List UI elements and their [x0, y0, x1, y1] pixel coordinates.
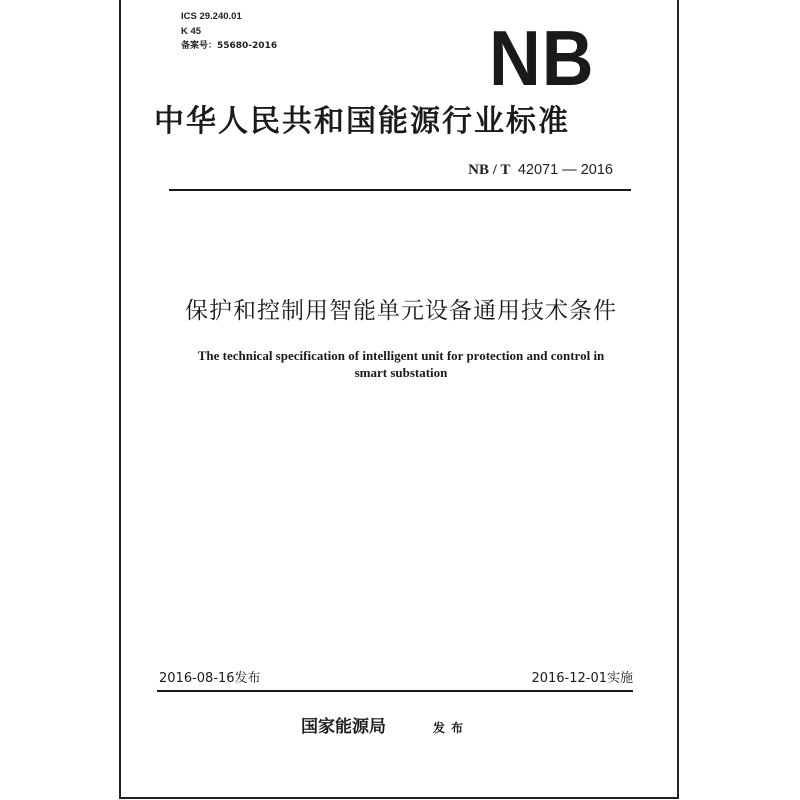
publish-label: 发布 [433, 721, 470, 735]
nb-logo: NB [489, 14, 595, 102]
record-number: 备案号：55680-2016 [181, 41, 278, 51]
standard-code: 42071 — 2016 [517, 162, 613, 178]
title-english-line-2: smart substation [354, 365, 448, 380]
standard-number [468, 162, 613, 179]
publisher-name: 国家能源局 [301, 717, 386, 737]
classification-code: K 45 [181, 26, 202, 37]
title-english [121, 347, 681, 381]
title-chinese: 保护和控制用智能单元设备通用技术条件 [185, 298, 617, 324]
issue-date: 2016-08-16发布 [159, 671, 261, 686]
ics-code: ICS 29.240.01 [181, 11, 242, 22]
top-divider [169, 189, 631, 191]
standard-type-heading: 中华人民共和国能源行业标准 [154, 104, 570, 139]
implementation-date: 2016-12-01实施 [531, 671, 633, 686]
standard-prefix: NB / T [468, 162, 511, 178]
bottom-divider [157, 690, 633, 692]
standard-cover [119, 0, 679, 799]
title-english-line-1: The technical specification of intelligent unit for protection and control in [197, 348, 605, 363]
